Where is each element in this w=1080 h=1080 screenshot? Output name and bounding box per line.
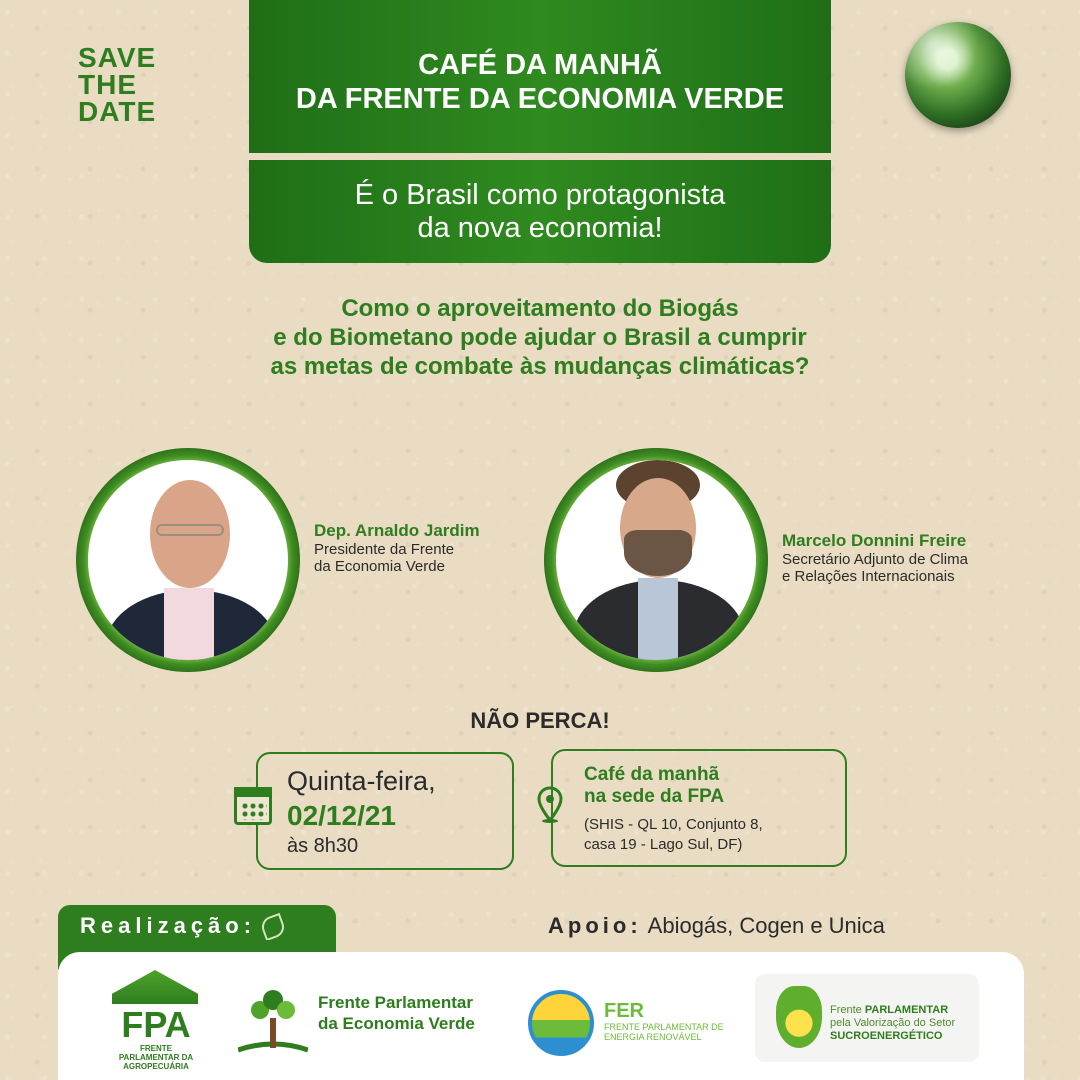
location-title-line2: na sede da FPA	[584, 786, 725, 807]
title-line1: CAFÉ DA MANHÃ	[418, 48, 662, 81]
location-title	[584, 764, 724, 808]
subtitle-line1: É o Brasil como protagonista	[354, 178, 726, 211]
fer-subtitle	[604, 1022, 724, 1042]
speaker-photo-frame	[544, 448, 768, 672]
sucro-logo-text	[830, 1004, 955, 1043]
speaker-role-line2: e Relações Internacionais	[782, 568, 955, 585]
event-date: 02/12/21	[287, 800, 396, 831]
subtitle-line2: da nova economia!	[417, 211, 663, 244]
fpa-mark: FPA	[121, 1004, 191, 1045]
sucro-line2: pela Valorização do Setor	[830, 1017, 956, 1029]
apoio-label: Apoio:	[548, 913, 642, 938]
location-address-line1: (SHIS - QL 10, Conjunto 8,	[584, 816, 763, 833]
event-weekday: Quinta-feira,	[287, 766, 436, 796]
location-pin-icon	[536, 786, 564, 824]
speaker-photo-frame	[76, 448, 300, 672]
question-line3: as metas de combate às mudanças climáticas?	[270, 353, 810, 380]
call-to-action: NÃO PERCA!	[470, 708, 610, 733]
question-text	[180, 294, 900, 381]
fer-line1: FRENTE PARLAMENTAR DE	[604, 1022, 724, 1032]
subtitle-banner	[249, 160, 831, 263]
calendar-icon	[234, 787, 272, 825]
the-text: THE	[78, 69, 137, 100]
fer-logo-icon	[528, 990, 594, 1056]
fpa-logo	[110, 968, 202, 1071]
sucro-prefix: Frente	[830, 1004, 862, 1016]
fpev-logo-text	[318, 992, 475, 1034]
speaker-role-line2: da Economia Verde	[314, 558, 445, 575]
speaker-name: Marcelo Donnini Freire	[782, 531, 967, 550]
speaker-photo	[88, 460, 288, 660]
title-banner	[249, 0, 831, 153]
event-time: às 8h30	[287, 835, 359, 857]
date-text: DATE	[78, 96, 157, 127]
title-line2: DA FRENTE DA ECONOMIA VERDE	[295, 82, 785, 115]
fpa-sub-line2: AGROPECUÁRIA	[123, 1062, 189, 1071]
fpa-roof-icon	[112, 970, 198, 1004]
speaker-photo	[556, 460, 756, 660]
realizacao-label: Realização:	[80, 913, 257, 938]
tree-icon	[238, 988, 308, 1054]
fer-line2: ENERGIA RENOVÁVEL	[604, 1032, 702, 1042]
leaf-icon	[259, 913, 287, 941]
fer-mark: FER	[604, 1000, 644, 1022]
location-address-line2: casa 19 - Lago Sul, DF)	[584, 836, 743, 853]
apoio-sponsors: Abiogás, Cogen e Unica	[647, 913, 885, 938]
save-text: SAVE	[78, 42, 157, 73]
sucro-line3: SUCROENERGÉTICO	[830, 1030, 943, 1042]
apoio-text	[548, 913, 885, 939]
fpev-line2: da Economia Verde	[318, 1014, 475, 1033]
globe-icon	[905, 22, 1011, 128]
save-the-date	[78, 44, 156, 125]
fpa-subtitle	[110, 1044, 202, 1071]
location-title-line1: Café da manhã	[584, 764, 720, 785]
speaker-info	[782, 531, 1032, 585]
speaker-role-line1: Secretário Adjunto de Clima	[782, 551, 968, 568]
location-address	[584, 815, 763, 855]
question-line2: e do Biometano pode ajudar o Brasil a cumprir	[273, 324, 807, 351]
question-line1: Como o aproveitamento do Biogás	[341, 295, 739, 322]
speaker-name: Dep. Arnaldo Jardim	[314, 521, 480, 540]
speaker-role-line1: Presidente da Frente	[314, 541, 455, 558]
fpev-line1: Frente Parlamentar	[318, 993, 473, 1012]
fpa-sub-line1: FRENTE PARLAMENTAR DA	[118, 1044, 194, 1062]
sucro-strong: PARLAMENTAR	[864, 1004, 949, 1016]
speaker-info	[314, 521, 534, 575]
sucro-logo-icon	[776, 986, 822, 1048]
